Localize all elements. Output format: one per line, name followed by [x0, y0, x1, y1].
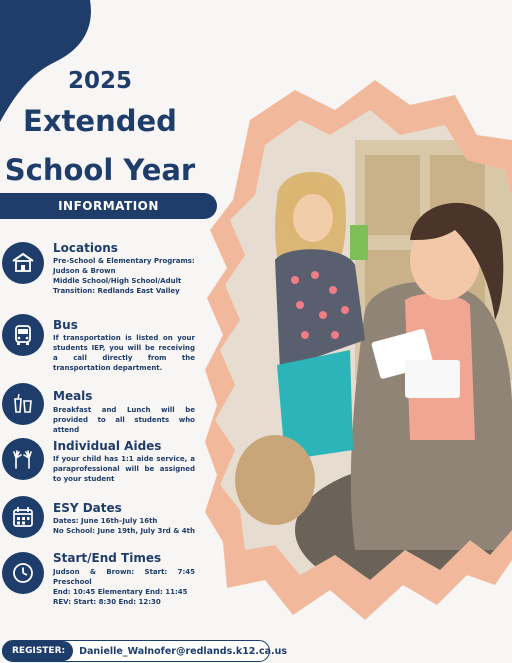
section-line: Judson & Brown: [53, 267, 116, 275]
raised-hands-icon: [2, 438, 44, 480]
section-body: Breakfast and Lunch will be provided to all students who attend: [53, 406, 195, 434]
school-icon: [2, 242, 44, 284]
section-body: [53, 256, 195, 296]
clock-icon: [2, 552, 44, 594]
section-body: [53, 567, 195, 607]
classroom-photo: [205, 80, 512, 625]
section-line: Pre-School & Elementary Programs:: [53, 257, 195, 265]
bus-icon: [2, 314, 44, 356]
section-heading: Individual Aides: [53, 439, 162, 453]
section-body: If your child has 1:1 aide service, a paraprofessional will be assigned to your student: [53, 455, 195, 483]
title-line-1: Extended: [23, 104, 177, 138]
section-heading: Bus: [53, 318, 78, 332]
register-email-link[interactable]: Danielle_Walnofer@redlands.k12.ca.us: [79, 645, 288, 657]
register-footer: [2, 640, 288, 662]
calendar-icon: [2, 496, 44, 538]
section-heading: Locations: [53, 241, 118, 255]
section-line: No School: June 19th, July 3rd & 4th: [53, 527, 195, 535]
section-line: Dates: June 16th–July 16th: [53, 517, 158, 525]
section-heading: Start/End Times: [53, 551, 162, 565]
section-line: Transition: Redlands East Valley: [53, 287, 180, 295]
section-heading: Meals: [53, 389, 93, 403]
section-heading: ESY Dates: [53, 501, 122, 515]
information-banner: INFORMATION: [0, 193, 217, 219]
section-line: REV: Start: 8:30 End: 12:30: [53, 598, 161, 606]
register-label: REGISTER:: [2, 641, 73, 661]
section-body: [53, 516, 195, 536]
section-line: Judson & Brown: Start: 7:45 Preschool: [53, 568, 195, 586]
section-line: End: 10:45 Elementary End: 11:45: [53, 588, 188, 596]
title-year: 2025: [67, 68, 132, 94]
meal-icon: [2, 383, 44, 425]
section-body: If transportation is listed on your students IEP, you will be receiving a call directly from the transportation department.: [53, 334, 195, 372]
title-line-2: School Year: [4, 153, 196, 187]
section-line: Middle School/High School/Adult: [53, 277, 182, 285]
